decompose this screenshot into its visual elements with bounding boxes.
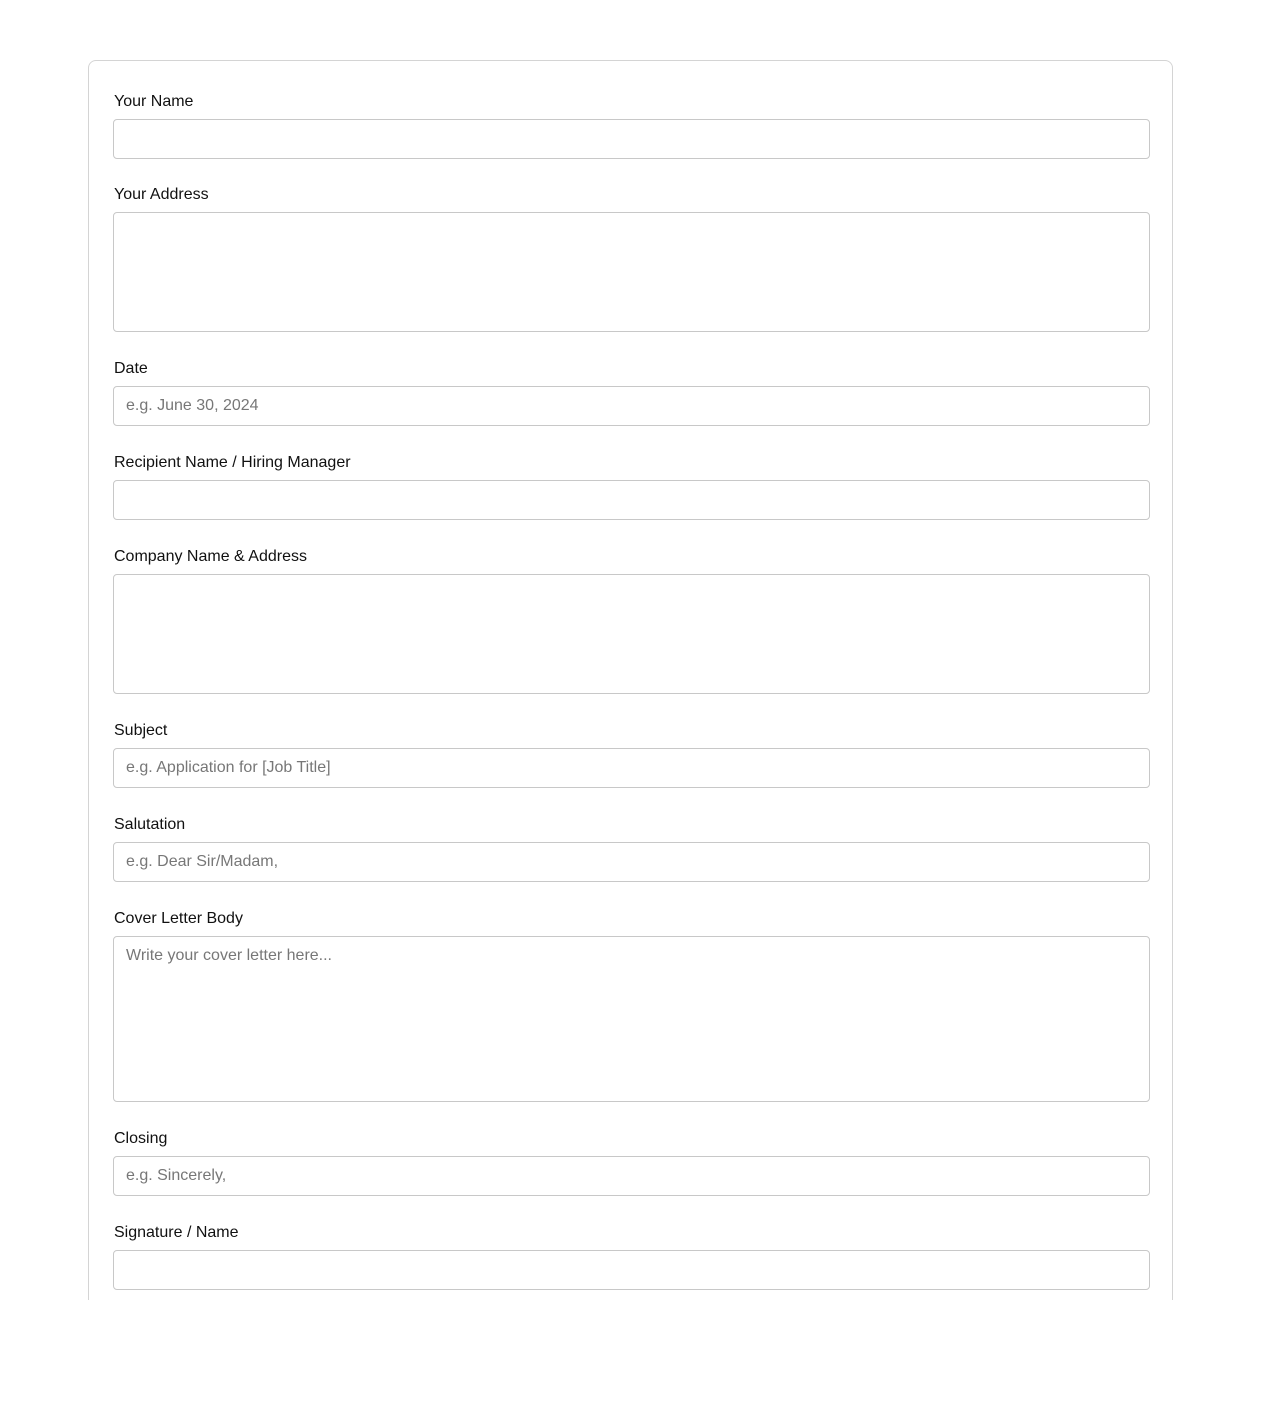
date-input[interactable]: [113, 386, 1150, 426]
field-closing: [113, 1130, 1148, 1196]
recipient-label: Recipient Name / Hiring Manager: [114, 454, 351, 471]
company-textarea[interactable]: [113, 574, 1150, 694]
recipient-input[interactable]: [113, 480, 1150, 520]
field-recipient: [113, 454, 1148, 520]
field-signature: [113, 1224, 1148, 1290]
company-label: Company Name & Address: [114, 548, 307, 565]
field-salutation: [113, 816, 1148, 882]
field-company: [113, 548, 1148, 694]
field-date: [113, 360, 1148, 426]
salutation-label: Salutation: [114, 816, 186, 833]
field-your-name: [113, 93, 1148, 159]
closing-label: Closing: [114, 1130, 168, 1147]
subject-input[interactable]: [113, 748, 1150, 788]
closing-input[interactable]: [113, 1156, 1150, 1196]
your-name-input[interactable]: [113, 119, 1150, 159]
your-address-textarea[interactable]: [113, 212, 1150, 332]
subject-label: Subject: [114, 722, 168, 739]
body-label: Cover Letter Body: [114, 910, 243, 927]
body-textarea[interactable]: [113, 936, 1150, 1102]
cover-letter-form-card: [88, 60, 1173, 1300]
salutation-input[interactable]: [113, 842, 1150, 882]
your-name-label: Your Name: [114, 93, 194, 110]
field-subject: [113, 722, 1148, 788]
signature-input[interactable]: [113, 1250, 1150, 1290]
field-body: [113, 910, 1148, 1102]
date-label: Date: [114, 360, 148, 377]
field-your-address: [113, 186, 1148, 332]
your-address-label: Your Address: [114, 186, 209, 203]
signature-label: Signature / Name: [114, 1224, 239, 1241]
